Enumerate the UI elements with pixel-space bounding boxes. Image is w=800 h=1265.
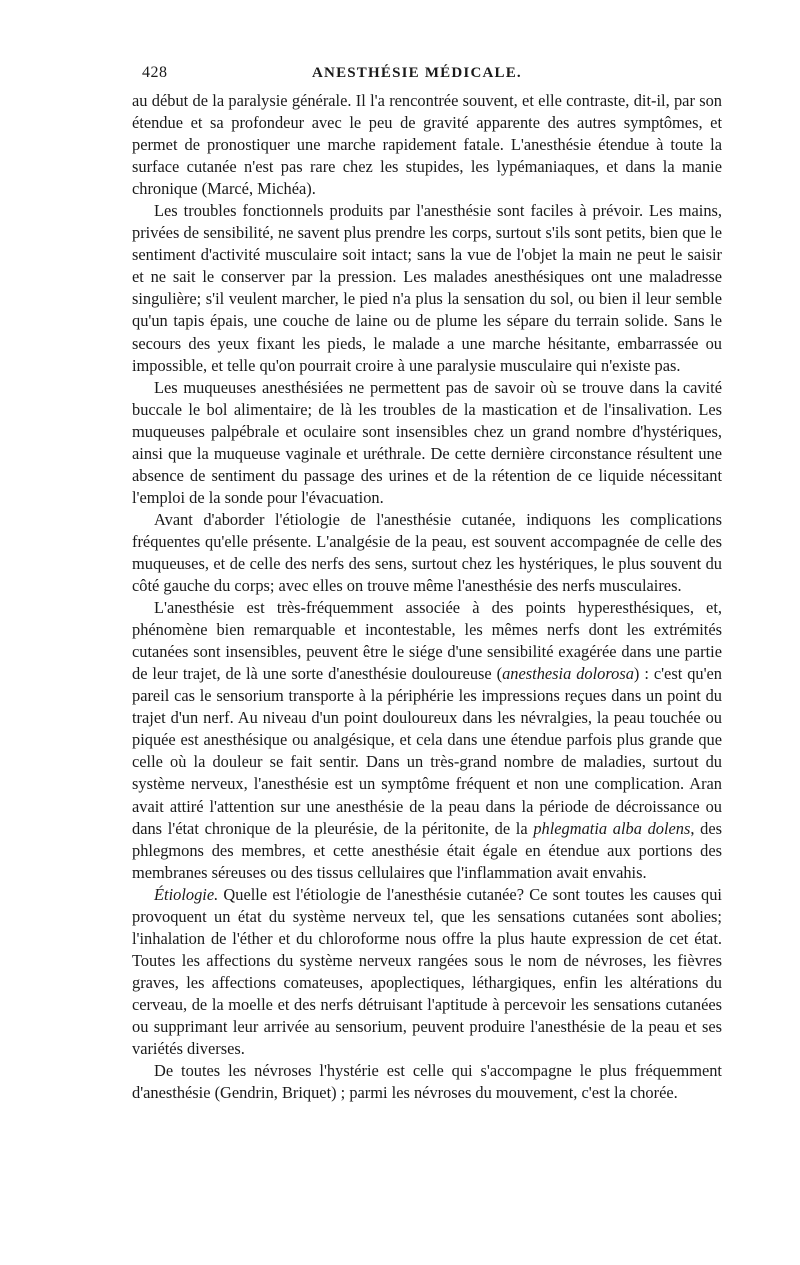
paragraph — [132, 884, 722, 1060]
paragraph — [132, 509, 722, 597]
italic-text: anesthesia dolorosa — [502, 664, 634, 684]
book-page — [132, 60, 722, 1104]
paragraph — [132, 200, 722, 376]
paragraph-text: De toutes les névroses l'hystérie est celle qui s'accompagne le plus fréquemment d'anesthésie (Gendrin, Briquet) ; parmi les névroses du mouvement, c'est la chorée. — [132, 1061, 722, 1103]
paragraph — [132, 377, 722, 509]
paragraph — [132, 1060, 722, 1104]
paragraph-text: au début de la paralysie générale. Il l'a rencontrée souvent, et elle contraste, dit-il, par son étendue et sa profondeur avec le peu de gravité apparente des autres symptômes, et permet de pronostiquer une marche rapidement fatale. L'anesthésie étendue à toute la surface cutanée n'est pas rare chez les stupides, les lypémaniaques, et dans la manie chronique (Marcé, Michéa). — [132, 91, 722, 199]
paragraph — [132, 90, 722, 200]
running-title: ANESTHÉSIE MÉDICALE. — [312, 65, 522, 81]
paragraph-text: Quelle est l'étiologie de l'anesthésie cutanée? Ce sont toutes les causes qui provoquent un état du système nerveux tel, que les sensations cutanées sont abolies; l'inhalation de l'éther et du chloroforme nous offre la plus haute expression de cet état. Toutes les affections du système nerveux rangées sous le nom de névroses, les fièvres graves, les affections comateuses, apoplectiques, léthargiques, enfin les altérations du cerveau, de la moelle et des nerfs détruisant l'aptitude à percevoir les sensations cutanées ou supprimant leur arrivée au sensorium, peuvent produire l'anesthésie de la peau et ses variétés diverses. — [132, 884, 722, 1059]
paragraph — [132, 597, 722, 884]
paragraph-text: ) : c'est qu'en pareil cas le sensorium transporte à la périphérie les impressions reçues dans un point du trajet d'un nerf. Au niveau d'un point douloureux dans les névralgies, la peau touchée ou piquée est anesthésique ou analgésique, et cela dans une étendue parfois plus grande que celle où la douleur se fait sentir. Dans un très-grand nombre de maladies, surtout du système nerveux, l'anesthésie est un symptôme fréquent et non une complication. Aran avait attiré l'attention sur une anesthésie de la peau dans la période de décroissance ou dans l'état chronique de la pleurésie, de la péritonite, de la — [132, 664, 723, 838]
paragraph-text: Les troubles fonctionnels produits par l'anesthésie sont faciles à prévoir. Les mains, privées de sensibilité, ne savent plus prendre les corps, surtout s'ils sont petits, bien que le sentiment d'activité musculaire soit intact; sans la vue de l'objet la main ne peut le saisir et ne sait le conserver par la pression. Les malades anesthésiques ont une maladresse singulière; s'il veulent marcher, le pied n'a plus la sensation du sol, ou bien il leur semble qu'un tapis épais, une couche de laine ou de plume les sépare du terrain solide. Sans le secours des yeux fixant les pieds, le malade a une marche hésitante, embarrassée ou impossible, et telle qu'on pourrait croire à une paralysie musculaire qui n'existe pas. — [132, 201, 722, 375]
italic-text: Étiologie. — [154, 884, 219, 904]
page-number: 428 — [142, 64, 168, 81]
body-text — [132, 90, 722, 1104]
paragraph-text: L'anesthésie est très-fréquemment associée à des points hyperesthésiques, et, phénomène bien remarquable et incontestable, les mêmes nerfs dont les extrémités cutanées sont insensibles, peuvent être le siége d'une sensibilité exagérée dans une partie de leur trajet, de là une sorte d'anesthésie douloureuse ( — [132, 598, 722, 684]
paragraph-text: , des phlegmons des membres, et cette anesthésie était égale en étendue aux portions des membranes séreuses ou des tissus cellulaires que l'inflammation avait envahis. — [132, 818, 722, 882]
page-header — [132, 60, 722, 86]
paragraph-text: Les muqueuses anesthésiées ne permettent pas de savoir où se trouve dans la cavité buccale le bol alimentaire; de là les troubles de la mastication et de l'insalivation. Les muqueuses palpébrale et oculaire sont insensibles chez un grand nombre d'hystériques, ainsi que la muqueuse vaginale et uréthrale. De cette dernière circonstance résultent une absence de sentiment du passage des urines et de la rétention de ce liquide nécessitant l'emploi de la sonde pour l'évacuation. — [132, 377, 722, 507]
italic-text: phlegmatia alba dolens — [533, 818, 691, 838]
paragraph-text: Avant d'aborder l'étiologie de l'anesthésie cutanée, indiquons les complications fréquentes qu'elle présente. L'analgésie de la peau, est souvent accompagnée de celle des muqueuses, et de celle des nerfs des sens, surtout chez les hystériques, le plus souvent du côté gauche du corps; avec elles on trouve même l'anesthésie des nerfs musculaires. — [132, 509, 722, 596]
